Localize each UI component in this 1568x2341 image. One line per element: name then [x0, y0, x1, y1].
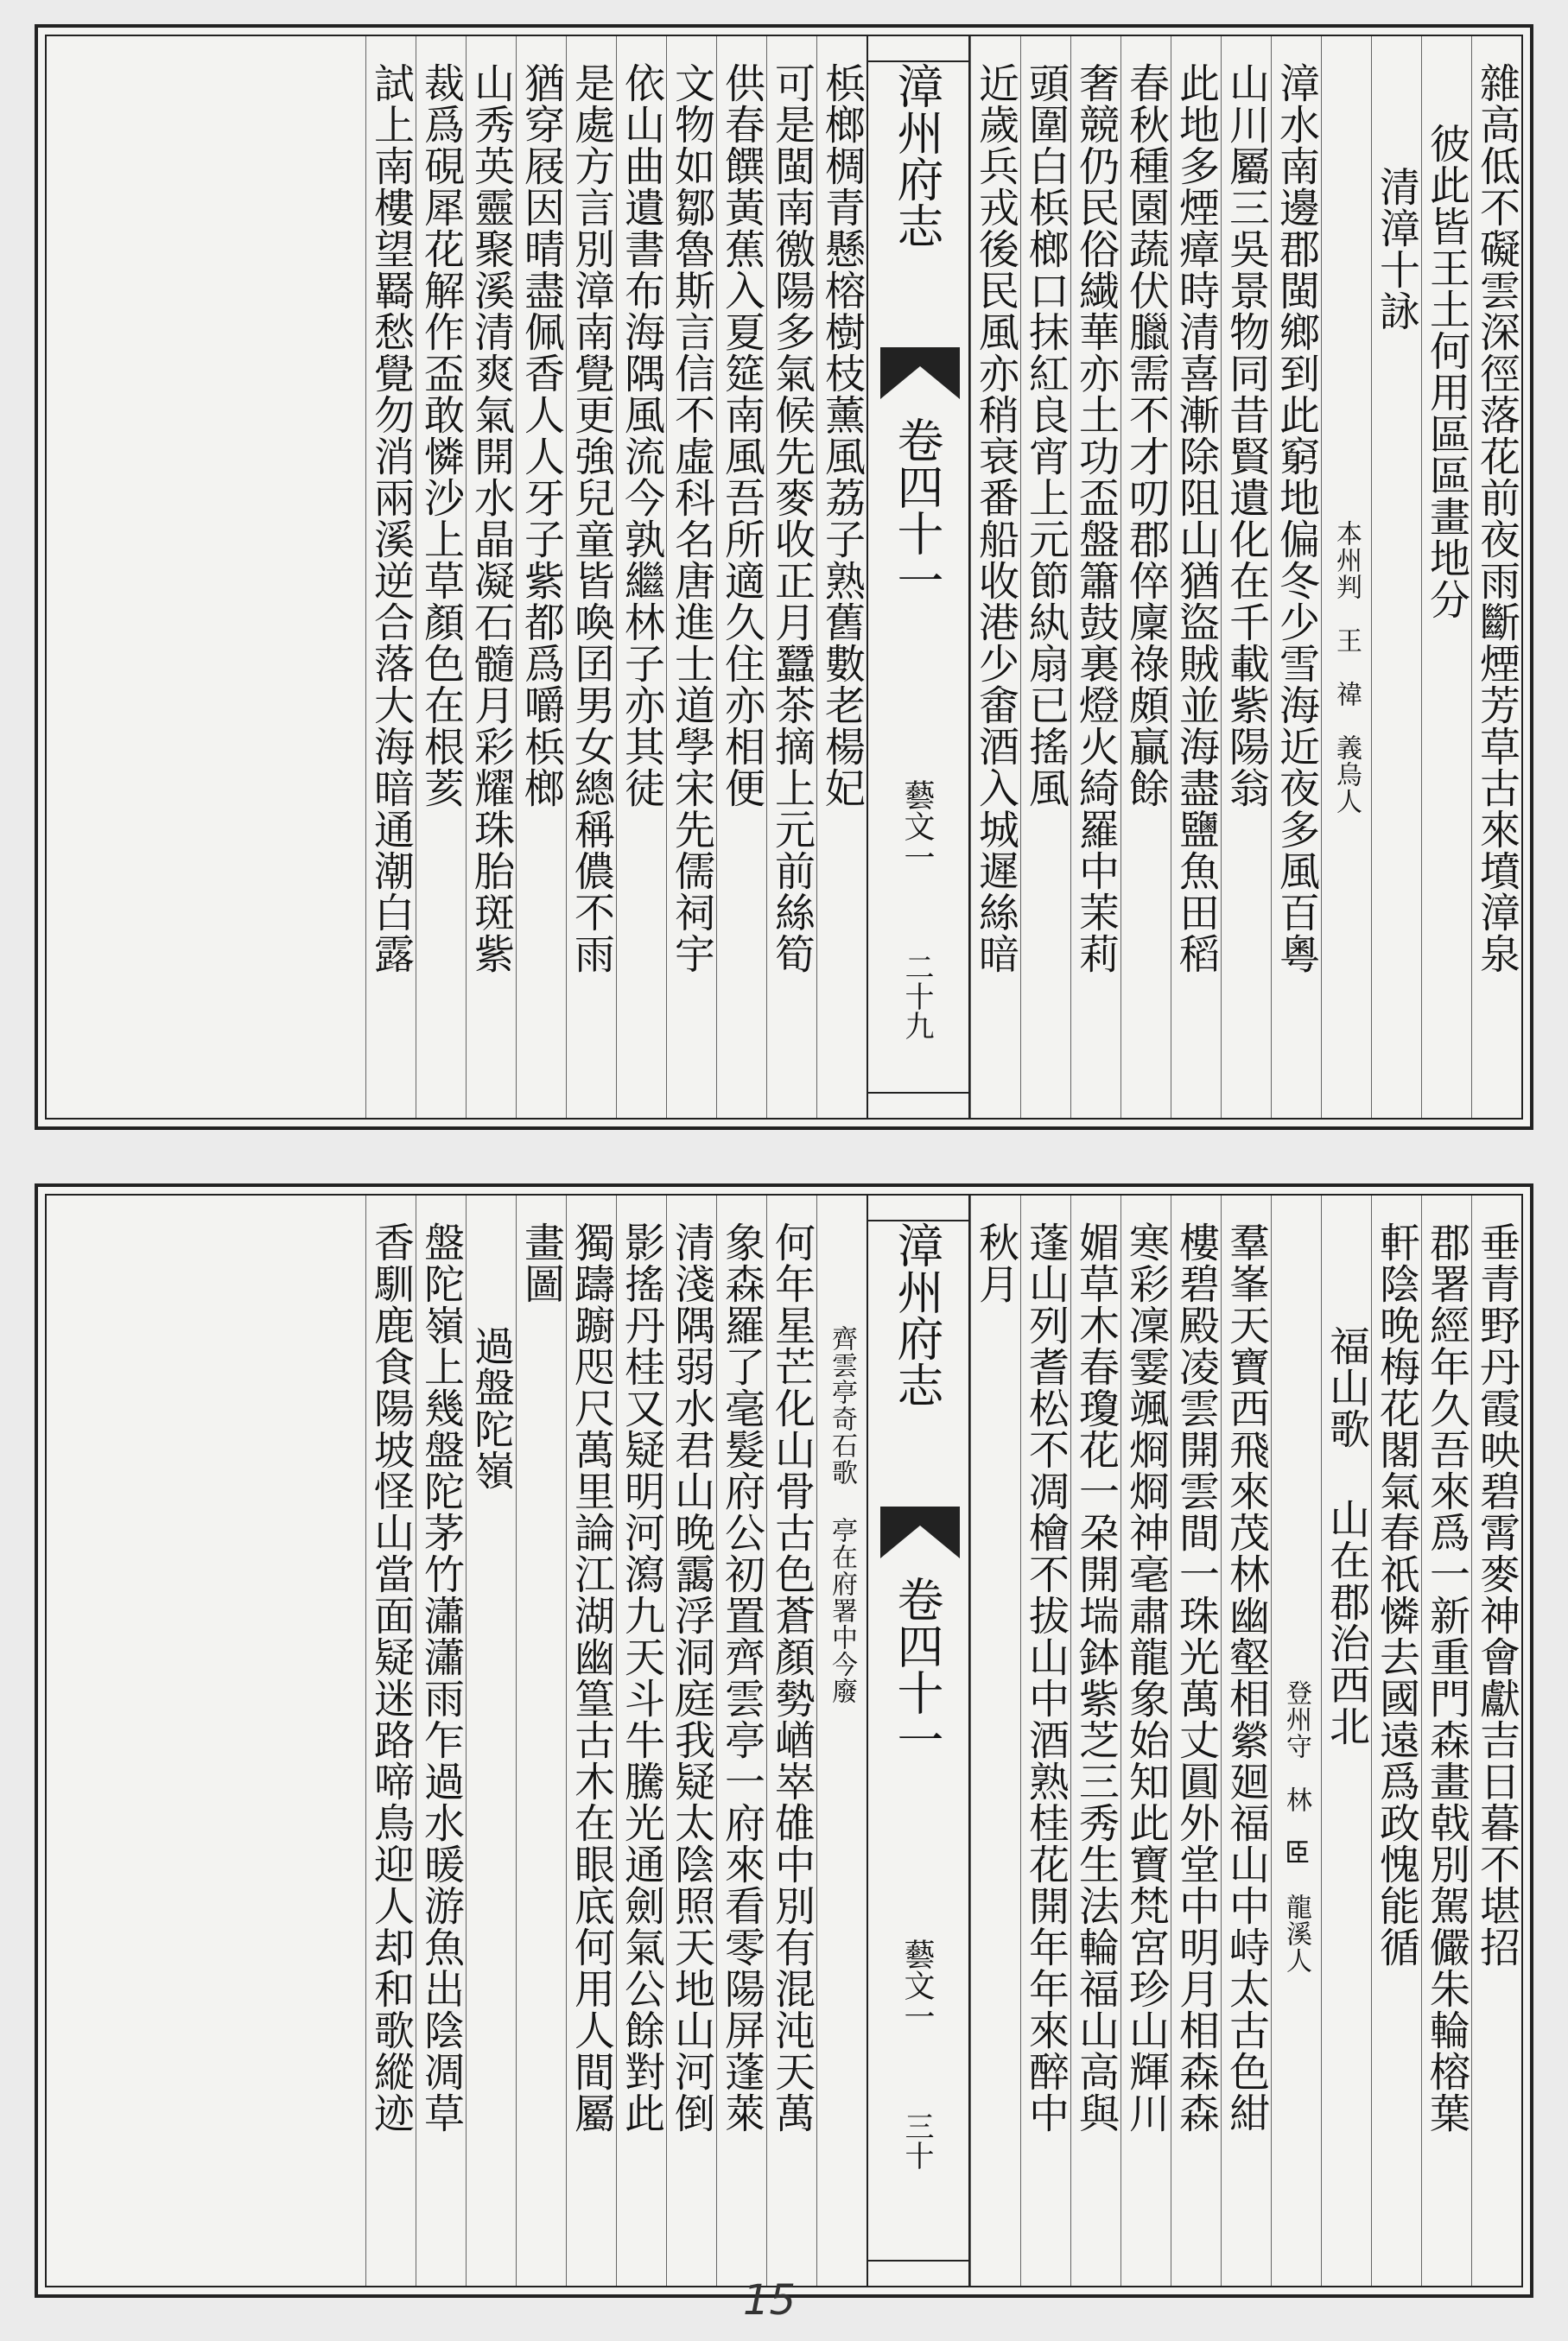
text-column: 畫圖: [516, 1196, 566, 2286]
center-fold: [867, 36, 970, 1118]
text-column: 裁爲硯犀花解作盃敢憐沙上草顏色在根荄: [416, 36, 466, 1118]
text-column: 試上南樓望羇愁覺勿消兩溪逆合落大海暗通潮白露: [365, 36, 416, 1118]
text-column: 羣峯天寶西飛來茂林幽壑相縈廻福山中峙太古色紺: [1221, 1196, 1271, 2286]
text-column: 是處方言別漳南覺更強兒童皆喚囝男女總稱儂不雨: [566, 36, 616, 1118]
volume-label: 卷四十一: [890, 416, 944, 603]
text-column: 清淺隅弱水君山晚靄浮洞庭我疑太陰照天地山河倒: [666, 1196, 716, 2286]
text-column: 猶穿屐因晴盡佩香人人牙子紫都爲嚼梹榔: [516, 36, 566, 1118]
text-column: 可是閩南徼陽多氣候先麥收正月蠶茶摘上元前絲筍: [766, 36, 816, 1118]
author-line: 登州守 林 𦣞 龍溪人: [1271, 1196, 1321, 2286]
author-line: 本州判 王 禕 義烏人: [1321, 36, 1371, 1118]
text-column: 此地多煙瘴時清喜漸除阻山猶盜賊並海盡鹽魚田稻: [1171, 36, 1221, 1118]
volume-label: 卷四十一: [890, 1576, 944, 1762]
text-column: 影搖丹桂又疑明河瀉九天斗牛騰光通劍氣公餘對此: [616, 1196, 666, 2286]
text-column: 獨躊躕咫尺萬里論江湖幽篁古木在眼底何用人間屬: [566, 1196, 616, 2286]
fold-rule-bottom: [868, 1092, 968, 1094]
text-column: 垂青野丹霞映碧霄麥神會獻吉日暮不堪招: [1471, 1196, 1521, 2286]
text-column: 山秀英靈聚溪清爽氣開水晶凝石髓月彩耀珠胎斑紫: [466, 36, 516, 1118]
text-column: 彼此皆王土何用區區畫地分: [1421, 36, 1471, 1118]
text-column: 雜高低不礙雲深徑落花前夜雨斷煙芳草古來墳漳泉: [1471, 36, 1521, 1118]
section-label: 藝文一: [899, 1938, 935, 2032]
page-number: 三十: [899, 2111, 934, 2170]
poem-title: 清漳十詠: [1371, 36, 1421, 1118]
section-label: 藝文一: [899, 779, 935, 872]
text-column: 象森羅了毫髮府公初置齊雲亭一府來看零陽屏蓬萊: [716, 1196, 766, 2286]
text-column: 盤陀嶺上幾盤陀茅竹瀟瀟雨乍過水暖游魚出陰凋草: [416, 1196, 466, 2286]
text-column: 軒陰晚梅花閣氣春祇憐去國遠爲政愧能循: [1371, 1196, 1421, 2286]
bottom-page: [35, 1183, 1533, 2298]
text-column: 寒彩凜霎颯烱烱神毫肅龍象始知此寶梵宮珍山輝川: [1120, 1196, 1171, 2286]
text-column: 媚草木春瓊花一朶開㙐鉢紫芝三秀生法輪福山高與: [1070, 1196, 1120, 2286]
text-column: 蓬山列耆松不凋檜不拔山中酒熟桂花開年年來醉中: [1020, 1196, 1070, 2286]
top-page: [35, 24, 1533, 1130]
poem-title: 過盤陀嶺: [466, 1196, 516, 2286]
text-column: 秋月: [970, 1196, 1020, 2286]
fishtail-mark-icon: [880, 1507, 960, 1558]
book-title: 漳州府志: [890, 1221, 944, 1408]
text-column: 供春饌黃蕉入夏筵南風吾所適久住亦相便: [716, 36, 766, 1118]
text-column: 山川屬三吳景物同昔賢遺化在千載紫陽翁: [1221, 36, 1271, 1118]
bottom-right-half: [970, 1196, 1521, 2286]
text-column: 文物如鄒魯斯言信不虛科名唐進士道學宋先儒祠宇: [666, 36, 716, 1118]
text-column: 郡署經年久吾來爲一新重門森畫戟別駕儼朱輪榕葉: [1421, 1196, 1471, 2286]
page-number: 二十九: [899, 952, 934, 1040]
text-column: 香馴鹿食陽坡怪山當面疑迷路啼鳥迎人却和歌縱迹: [365, 1196, 416, 2286]
bottom-left-half: [365, 1196, 867, 2286]
text-column: 奢競仍民俗繊華亦土功盃盤簫鼓裏燈火綺羅中茉莉: [1070, 36, 1120, 1118]
fishtail-mark-icon: [880, 347, 960, 399]
text-column: 梹榔椆青懸榕樹枝薰風荔子熟舊數老楊妃: [816, 36, 867, 1118]
folio-number: 15: [743, 2276, 797, 2325]
poem-title: 福山歌 山在郡治西北: [1321, 1196, 1371, 2286]
text-column: 春秋種園蔬伏臘需不才叨郡倅廩祿頗贏餘: [1120, 36, 1171, 1118]
poem-title: 齊雲亭奇石歌 亭在府署中今廢: [816, 1196, 867, 2286]
text-column: 依山曲遺書布海隅風流今孰繼林子亦其徒: [616, 36, 666, 1118]
text-column: 漳水南邊郡閩鄉到此窮地偏冬少雪海近夜多風百粵: [1271, 36, 1321, 1118]
text-column: 近歲兵戎後民風亦稍衰番船收港少畬酒入城遲絲暗: [970, 36, 1020, 1118]
text-column: 頭圍白梹榔口抹紅良宵上元節紈扇已搖風: [1020, 36, 1070, 1118]
top-right-half: [970, 36, 1521, 1118]
bottom-page-frame: [45, 1194, 1523, 2287]
text-column: 樓碧殿凌雲開雲間一珠光萬丈圓外堂中明月相森森: [1171, 1196, 1221, 2286]
center-fold: [867, 1196, 970, 2286]
top-left-half: [365, 36, 867, 1118]
book-title: 漳州府志: [890, 62, 944, 249]
text-column: 何年星芒化山骨古色蒼顏勢崷崒䧺中別有混沌天萬: [766, 1196, 816, 2286]
top-page-frame: [45, 35, 1523, 1120]
fold-rule-bottom: [868, 2260, 968, 2262]
